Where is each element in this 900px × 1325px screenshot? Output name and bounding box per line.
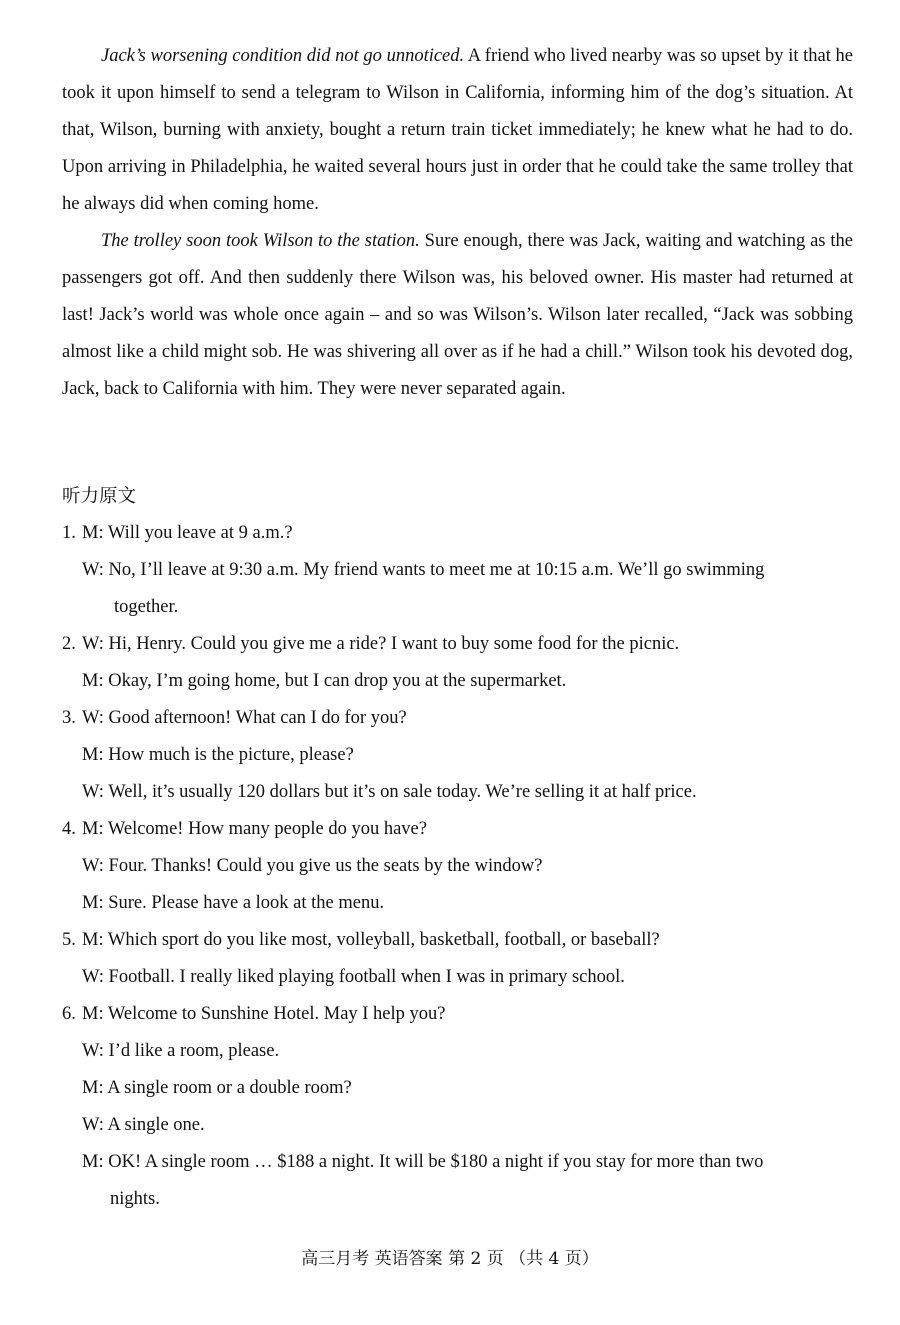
dialogue-text: How much is the picture, please? xyxy=(108,745,354,765)
speaker-label: W: xyxy=(82,560,109,580)
speaker-label: M: xyxy=(82,1078,108,1098)
speaker-label: M: xyxy=(82,1004,108,1024)
speaker-label: W: xyxy=(82,967,109,987)
speaker-label: M: xyxy=(82,893,109,913)
speaker-label: M: xyxy=(82,1152,109,1172)
transcript-item xyxy=(62,700,853,811)
dialogue-line xyxy=(62,737,853,774)
dialogue-text: Football. I really liked playing football when I was in primary school. xyxy=(108,967,625,987)
item-number: 4. xyxy=(62,819,76,839)
item-number: 6. xyxy=(62,1004,76,1024)
dialogue-line xyxy=(62,1144,853,1181)
speaker-label: W: xyxy=(82,634,109,654)
speaker-label: W: xyxy=(82,708,109,728)
dialogue-line xyxy=(62,515,853,552)
dialogue-line xyxy=(62,885,853,922)
dialogue-line xyxy=(62,1033,853,1070)
dialogue-continuation: nights. xyxy=(110,1189,160,1209)
dialogue-line xyxy=(62,1107,853,1144)
transcript-heading: 听力原文 xyxy=(62,486,137,507)
dialogue-text: A single room or a double room? xyxy=(107,1078,352,1098)
speaker-label: W: xyxy=(82,856,109,876)
dialogue-line xyxy=(62,811,853,848)
speaker-label: M: xyxy=(82,745,109,765)
dialogue-line xyxy=(62,996,853,1033)
dialogue-text: Hi, Henry. Could you give me a ride? I want to buy some food for the picnic. xyxy=(108,634,680,654)
dialogue-line xyxy=(62,848,853,885)
item-number: 1. xyxy=(62,523,76,543)
dialogue-line xyxy=(62,922,853,959)
dialogue-line xyxy=(62,1070,853,1107)
dialogue-line xyxy=(62,774,853,811)
dialogue-text: No, I’ll leave at 9:30 a.m. My friend wants to meet me at 10:15 a.m. We’ll go swimming xyxy=(108,560,765,580)
dialogue-text: Welcome! How many people do you have? xyxy=(107,819,427,839)
dialogue-continuation: together. xyxy=(114,597,179,617)
speaker-label: W: xyxy=(82,1041,109,1061)
transcript-item xyxy=(62,922,853,996)
dialogue-text: A single one. xyxy=(107,1115,205,1135)
page-footer: 高三月考 英语答案 第 2 页 （共 4 页） xyxy=(301,1249,599,1269)
paragraph-lead-sentence: Jack’s worsening condition did not go unnoticed. xyxy=(101,46,465,66)
dialogue-text: OK! A single room … $188 a night. It will be $180 a night if you stay for more than two xyxy=(108,1152,764,1172)
dialogue-line xyxy=(62,959,853,996)
story-paragraph xyxy=(62,38,853,223)
transcript-item xyxy=(62,996,853,1218)
dialogue-text: Which sport do you like most, volleyball, basketball, football, or baseball? xyxy=(107,930,660,950)
item-number: 5. xyxy=(62,930,76,950)
dialogue-line xyxy=(62,626,853,663)
transcript-item xyxy=(62,811,853,922)
transcript-item xyxy=(62,515,853,626)
speaker-label: M: xyxy=(82,930,108,950)
paragraph-lead-sentence: The trolley soon took Wilson to the station. xyxy=(101,231,420,251)
dialogue-line xyxy=(62,552,853,589)
speaker-label: W: xyxy=(82,782,109,802)
dialogue-text: Welcome to Sunshine Hotel. May I help you? xyxy=(107,1004,446,1024)
speaker-label: M: xyxy=(82,523,108,543)
dialogue-text: Good afternoon! What can I do for you? xyxy=(108,708,407,728)
dialogue-line xyxy=(62,663,853,700)
speaker-label: W: xyxy=(82,1115,108,1135)
transcript-item xyxy=(62,626,853,700)
dialogue-text: Well, it’s usually 120 dollars but it’s on sale today. We’re selling it at half price. xyxy=(108,782,697,802)
speaker-label: M: xyxy=(82,671,109,691)
item-number: 2. xyxy=(62,634,76,654)
dialogue-text: I’d like a room, please. xyxy=(108,1041,280,1061)
dialogue-line xyxy=(62,700,853,737)
dialogue-text: Four. Thanks! Could you give us the seats by the window? xyxy=(108,856,543,876)
paragraph-body: A friend who lived nearby was so upset by it that he took it upon himself to send a telegram to Wilson in California, informing him of the dog’s situation. At that, Wilson, burning with anxiety, bought a return train ticket immediately; he knew what he had to do. Upon arriving in Philadelphia, he waited several hours just in order that he could take the same trolley that he always did when coming home. xyxy=(62,46,854,214)
speaker-label: M: xyxy=(82,819,108,839)
listening-transcript xyxy=(62,515,853,1218)
dialogue-text: Will you leave at 9 a.m.? xyxy=(107,523,293,543)
reading-story xyxy=(62,38,853,408)
item-number: 3. xyxy=(62,708,76,728)
dialogue-text: Sure. Please have a look at the menu. xyxy=(108,893,385,913)
dialogue-text: Okay, I’m going home, but I can drop you at the supermarket. xyxy=(108,671,567,691)
paragraph-body: Sure enough, there was Jack, waiting and watching as the passengers got off. And then suddenly there Wilson was, his beloved owner. His master had returned at last! Jack’s world was whole once again – and so was Wilson’s. Wilson later recalled, “Jack was sobbing almost like a child might sob. He was shivering all over as if he had a chill.” Wilson took his devoted dog, Jack, back to California with him. They were never separated again. xyxy=(62,231,853,399)
story-paragraph xyxy=(62,223,853,408)
